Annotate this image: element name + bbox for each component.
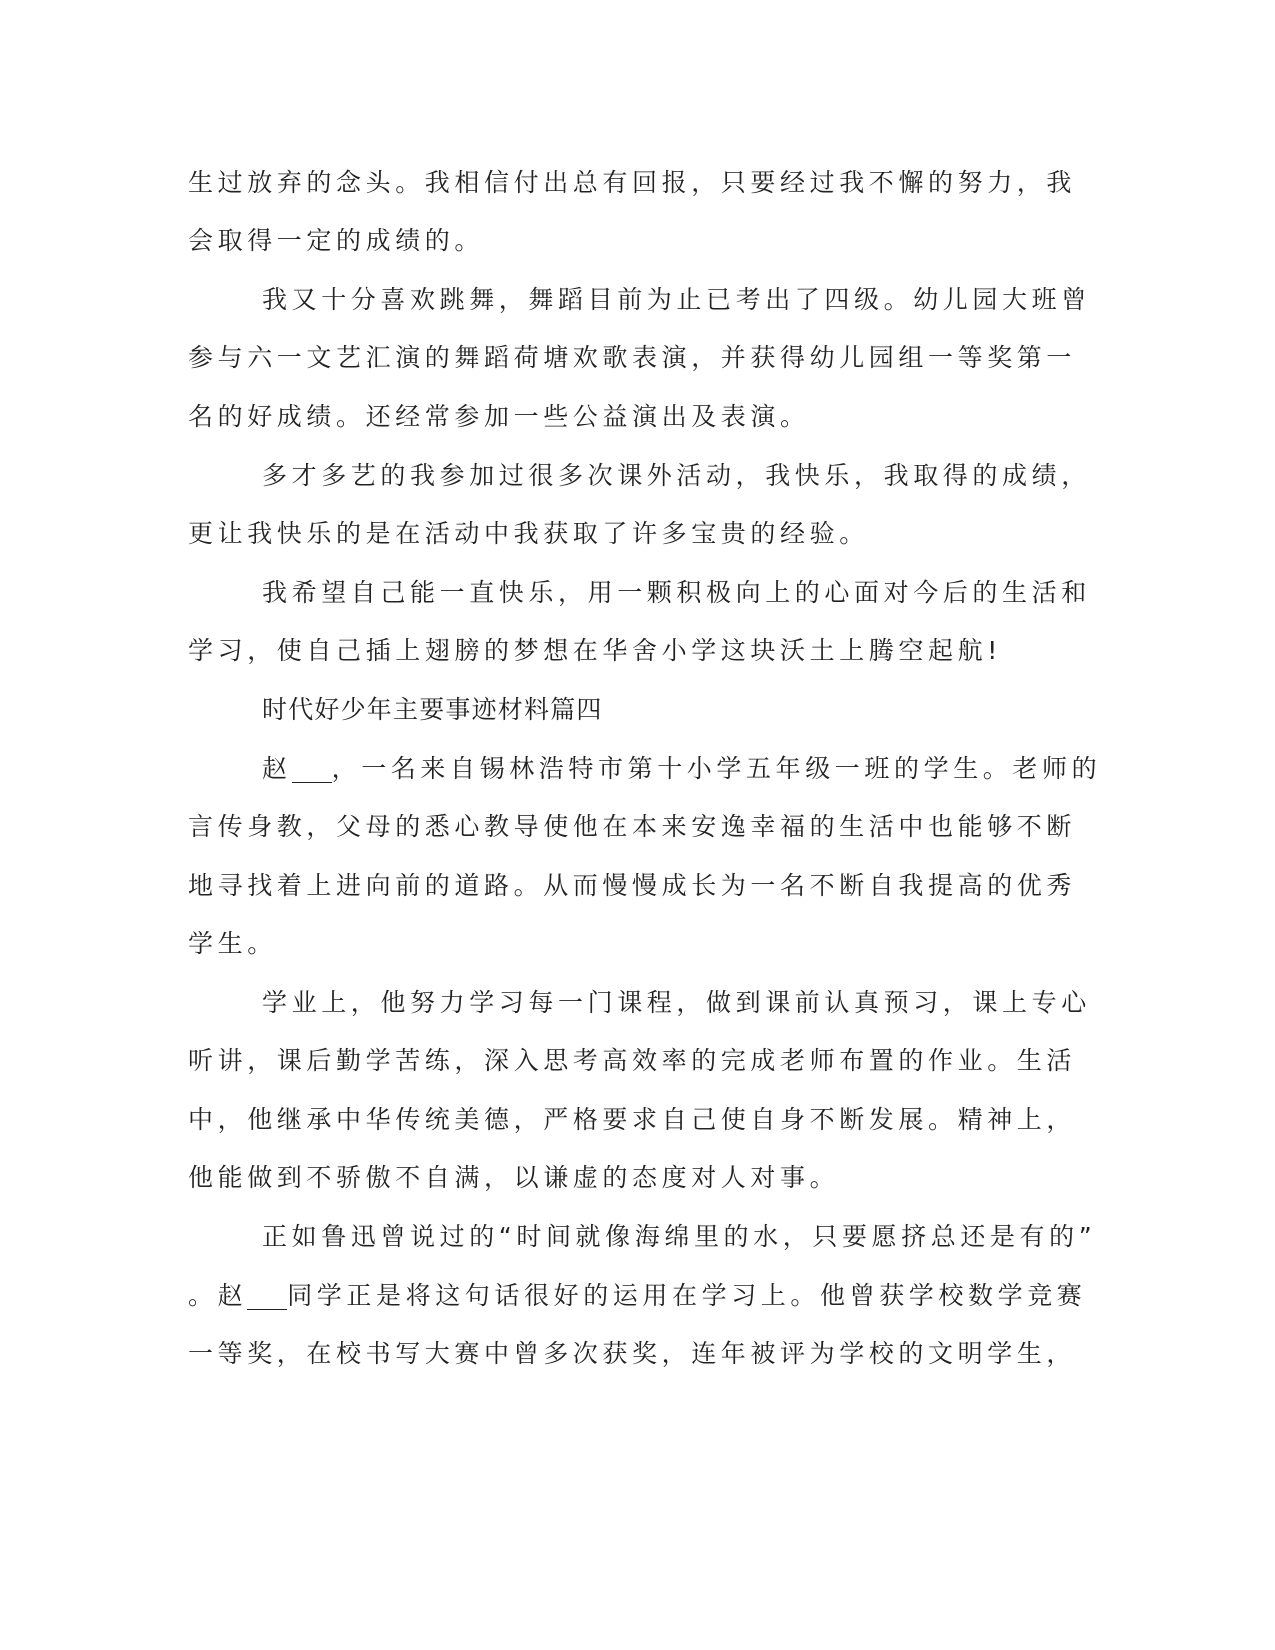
section-heading: 时代好少年主要事迹材料篇四 [262, 695, 603, 724]
text-line: 学生。 [188, 929, 277, 958]
paragraph-first-line: 多才多艺的我参加过很多次课外活动，我快乐，我取得的成绩， [262, 461, 1091, 490]
text-line: 参与六一文艺汇演的舞蹈荷塘欢歌表演，并获得幼儿园组一等奖第一 [188, 343, 1077, 372]
text-line: 生过放弃的念头。我相信付出总有回报，只要经过我不懈的努力，我 [188, 168, 1077, 197]
paragraph-first-line: 正如鲁迅曾说过的“时间就像海绵里的水，只要愿挤总还是有的” [262, 1222, 1097, 1251]
text-line: 听讲，课后勤学苦练，深入思考高效率的完成老师布置的作业。生活 [188, 1046, 1077, 1075]
text-line: 他能做到不骄傲不自满，以谦虚的态度对人对事。 [188, 1163, 840, 1192]
paragraph-first-line: 我又十分喜欢跳舞，舞蹈目前为止已考出了四级。幼儿园大班曾 [262, 285, 1091, 314]
name-prefix: 。赵 [188, 1281, 248, 1310]
text-line: 中，他继承中华传统美德，严格要求自己使自身不断发展。精神上， [188, 1105, 1077, 1134]
text-line: 一等奖，在校书写大赛中曾多次获奖，连年被评为学校的文明学生， [188, 1339, 1077, 1368]
text-line: 名的好成绩。还经常参加一些公益演出及表演。 [188, 402, 810, 431]
name-prefix: 赵 [262, 754, 292, 783]
line-text: 同学正是将这句话很好的运用在学习上。他曾获学校数学竞赛 [287, 1281, 1087, 1310]
text-line: 言传身教，父母的悉心教导使他在本来安逸幸福的生活中也能够不断 [188, 812, 1077, 841]
name-blank [247, 1283, 287, 1310]
text-line: 会取得一定的成绩的。 [188, 226, 485, 255]
name-blank [292, 756, 332, 783]
text-line: 学习，使自己插上翅膀的梦想在华舍小学这块沃土上腾空起航! [188, 636, 1002, 665]
text-line: 更让我快乐的是在活动中我获取了许多宝贵的经验。 [188, 519, 869, 548]
paragraph-first-line: 学业上，他努力学习每一门课程，做到课前认真预习，课上专心 [262, 988, 1091, 1017]
paragraph-first-line [262, 749, 1101, 789]
text-line [188, 1276, 1086, 1316]
paragraph-first-line: 我希望自己能一直快乐，用一颗积极向上的心面对今后的生活和 [262, 578, 1091, 607]
line-text: ，一名来自锡林浩特市第十小学五年级一班的学生。老师的 [331, 754, 1102, 783]
text-line: 地寻找着上进向前的道路。从而慢慢成长为一名不断自我提高的优秀 [188, 871, 1077, 900]
